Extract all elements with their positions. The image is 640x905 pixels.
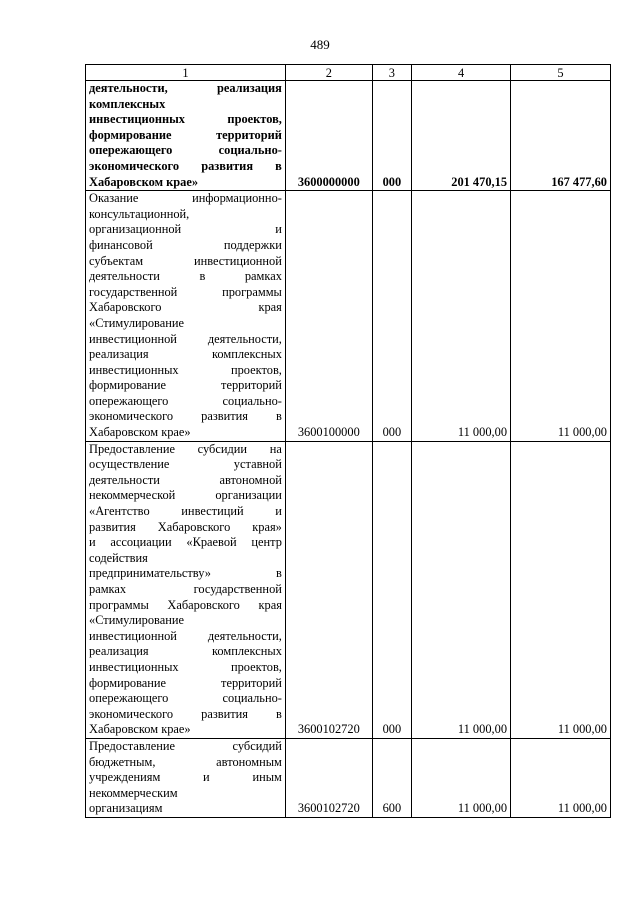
row-name-line: некоммерческим: [89, 785, 178, 800]
row-vr-cell: 000: [372, 81, 411, 191]
header-col-4: 4: [412, 65, 511, 81]
row-name-line: опережающего социально-: [89, 691, 282, 706]
row-name-line: Хабаровском крае»: [89, 174, 199, 189]
row-year2-cell: 11 000,00: [511, 738, 611, 817]
table-row: [86, 81, 611, 191]
row-name-line: инвестиционной деятельности,: [89, 628, 282, 643]
row-year1-cell: 11 000,00: [412, 738, 511, 817]
row-name-line: опережающего социально-: [89, 393, 282, 408]
budget-table: [85, 64, 611, 818]
row-name-line: некоммерческой организации: [89, 488, 282, 503]
row-name-line: опережающего социально-: [89, 143, 282, 158]
row-name-line: формирование территорий: [89, 675, 282, 690]
header-col-5: 5: [511, 65, 611, 81]
row-name-line: консультационной,: [89, 206, 190, 221]
row-name-line: «Стимулирование: [89, 613, 184, 628]
row-name-cell: [86, 81, 286, 191]
header-col-3: 3: [372, 65, 411, 81]
row-name-cell: [86, 738, 286, 817]
row-name-line: рамках государственной: [89, 582, 282, 596]
row-name-line: Хабаровского края: [89, 300, 282, 315]
row-name-line: учреждениям и иным: [89, 770, 282, 785]
row-name-line: Предоставление субсидии на: [89, 441, 282, 456]
row-name-cell: [86, 441, 286, 738]
page-number: 489: [310, 37, 330, 52]
row-name-line: инвестиционных проектов,: [89, 112, 282, 127]
row-year2-cell: 11 000,00: [511, 191, 611, 442]
row-code-cell: 3600102720: [285, 441, 372, 738]
row-name-line: деятельности, реализация: [89, 81, 282, 95]
table-row: [86, 191, 611, 442]
row-name-line: инвестиционных проектов,: [89, 659, 282, 674]
row-name-line: Хабаровском крае»: [89, 722, 191, 737]
row-name-line: Предоставление субсидий: [89, 738, 282, 753]
row-year2-cell: 11 000,00: [511, 441, 611, 738]
table-row: [86, 441, 611, 738]
row-name-line: экономического развития в: [89, 706, 282, 721]
row-name-line: Оказание информационно-: [89, 191, 282, 206]
header-col-2: 2: [285, 65, 372, 81]
row-name-line: осуществление уставной: [89, 457, 282, 472]
row-name-line: финансовой поддержки: [89, 237, 282, 252]
row-vr-cell: 600: [372, 738, 411, 817]
row-name-line: комплексных: [89, 96, 166, 111]
row-vr-cell: 000: [372, 191, 411, 442]
row-name-line: бюджетным, автономным: [89, 754, 282, 769]
row-name-line: реализация комплексных: [89, 644, 282, 659]
row-name-line: программы Хабаровского края: [89, 597, 282, 612]
row-name-line: «Агентство инвестиций и: [89, 504, 282, 519]
row-name-line: развития Хабаровского края»: [89, 519, 282, 534]
row-name-line: организациям: [89, 801, 163, 816]
row-year1-cell: 11 000,00: [412, 441, 511, 738]
row-name-line: государственной программы: [89, 284, 282, 299]
row-name-line: предпринимательству» в: [89, 566, 282, 581]
row-code-cell: 3600000000: [285, 81, 372, 191]
row-name-line: и ассоциации «Краевой центр: [89, 535, 282, 550]
row-year1-cell: 11 000,00: [412, 191, 511, 442]
row-name-line: экономического развития в: [89, 158, 282, 173]
row-code-cell: 3600100000: [285, 191, 372, 442]
row-year1-cell: 201 470,15: [412, 81, 511, 191]
row-name-line: организационной и: [89, 222, 282, 237]
row-name-line: субъектам инвестиционной: [89, 253, 282, 268]
row-name-line: «Стимулирование: [89, 315, 184, 330]
row-vr-cell: 000: [372, 441, 411, 738]
row-name-line: деятельности в рамках: [89, 269, 282, 284]
row-name-line: деятельности автономной: [89, 472, 282, 487]
row-name-line: формирование территорий: [89, 127, 282, 142]
row-year2-cell: 167 477,60: [511, 81, 611, 191]
row-name-line: инвестиционной деятельности,: [89, 331, 282, 346]
row-code-cell: 3600102720: [285, 738, 372, 817]
row-name-line: экономического развития в: [89, 409, 282, 424]
table-header-row: [86, 65, 611, 81]
header-col-1: 1: [86, 65, 286, 81]
row-name-line: Хабаровском крае»: [89, 425, 191, 440]
row-name-cell: [86, 191, 286, 442]
row-name-line: формирование территорий: [89, 378, 282, 393]
row-name-line: инвестиционных проектов,: [89, 362, 282, 377]
row-name-line: содействия: [89, 550, 148, 565]
row-name-line: реализация комплексных: [89, 347, 282, 362]
table-row: [86, 738, 611, 817]
